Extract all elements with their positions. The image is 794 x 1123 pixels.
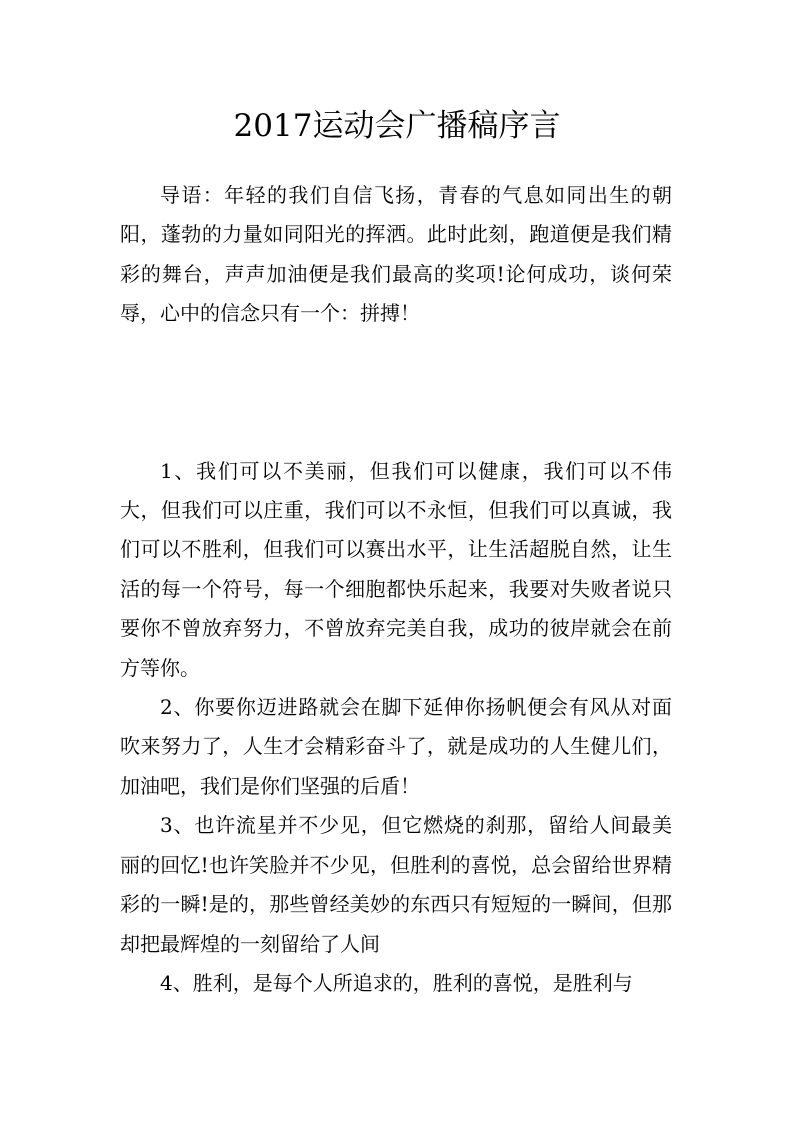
document-body [120, 176, 672, 1003]
paragraph-3: 3、也许流星并不少见，但它燃烧的刹那，留给人间最美丽的回忆!也许笑脸并不少见，但胜利的喜悦，总会留给世界精彩的一瞬!是的，那些曾经美妙的东西只有短短的一瞬间，但那却把最辉煌的一刻留给了人间 [120, 813, 672, 956]
paragraph-4: 4、胜利，是每个人所追求的，胜利的喜悦，是胜利与 [160, 970, 633, 995]
paragraph-gap [120, 334, 672, 452]
paragraph-1: 1、我们可以不美丽，但我们可以健康，我们可以不伟大，但我们可以庄重，我们可以不永恒，但我们可以真诚，我们可以不胜利，但我们可以赛出水平，让生活超脱自然，让生活的每一个符号，每一个细胞都快乐起来，我要对失败者说只要你不曾放弃努力，不曾放弃完美自我，成功的彼岸就会在前方等你。 [120, 458, 672, 680]
intro-paragraph: 导语：年轻的我们自信飞扬，青春的气息如同出生的朝阳，蓬勃的力量如同阳光的挥洒。此时此刻，跑道便是我们精彩的舞台，声声加油便是我们最高的奖项!论何成功，谈何荣辱，心中的信念只有一个：拼搏！ [120, 183, 672, 326]
paragraph-2: 2、你要你迈进路就会在脚下延伸你扬帆便会有风从对面吹来努力了，人生才会精彩奋斗了，就是成功的人生健儿们，加油吧，我们是你们坚强的后盾！ [120, 695, 672, 798]
document-title: 2017运动会广播稿序言 [233, 108, 561, 144]
